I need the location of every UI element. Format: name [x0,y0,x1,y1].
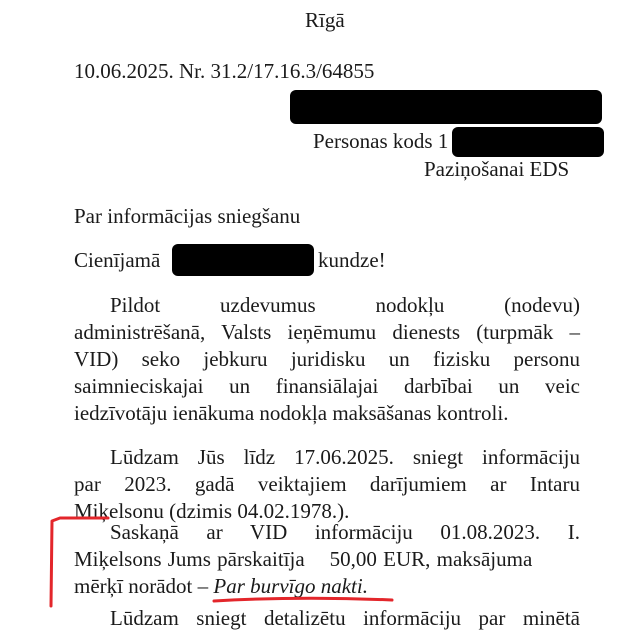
p3-line-1: Saskaņā ar VID informāciju 01.08.2023. I. [110,520,580,544]
p3-line-2: Miķelsons Jums pārskaitīja 50,00 EUR, maksājuma [74,547,533,571]
p1-line-2: administrēšanā, Valsts ieņēmumu dienests (turpmāk – [74,320,580,344]
place-line: Rīgā [305,8,345,32]
subject-line: Par informācijas sniegšanu [74,204,301,228]
salutation-suffix: kundze! [318,248,386,272]
p1-line-5: iedzīvotāju ienākuma nodokļa maksāšanas kontroli. [74,401,509,425]
salutation-prefix: Cienījamā [74,248,161,272]
p1-line-4: saimnieciskajai un finansiālajai darbībai un veic [74,374,580,398]
date-reference-line: 10.06.2025. Nr. 31.2/17.16.3/64855 [74,59,375,83]
p1-line-1: Pildot uzdevumus nodokļu (nodevu) [110,293,580,317]
payment-purpose-prefix: mērķī norādot – [74,574,214,598]
payment-purpose-text: Par burvīgo nakti. [213,574,368,598]
red-bracket-mark [51,518,108,606]
p4-line-1: Lūdzam sniegt detalizētu informāciju par minētā [110,606,580,630]
personal-code-line: Personas kods 1 [313,129,449,153]
p2-line-3: Miķelsonu (dzimis 04.02.1978.). [74,499,350,523]
red-underline-mark [214,598,392,601]
p2-line-2: par 2023. gadā veiktajiem darījumiem ar Intaru [74,472,580,496]
notification-line: Paziņošanai EDS [424,157,570,181]
p1-line-3: VID) seko jebkuru juridisku un fizisku personu [74,347,580,371]
p2-line-1: Lūdzam Jūs līdz 17.06.2025. sniegt informāciju [110,445,580,469]
